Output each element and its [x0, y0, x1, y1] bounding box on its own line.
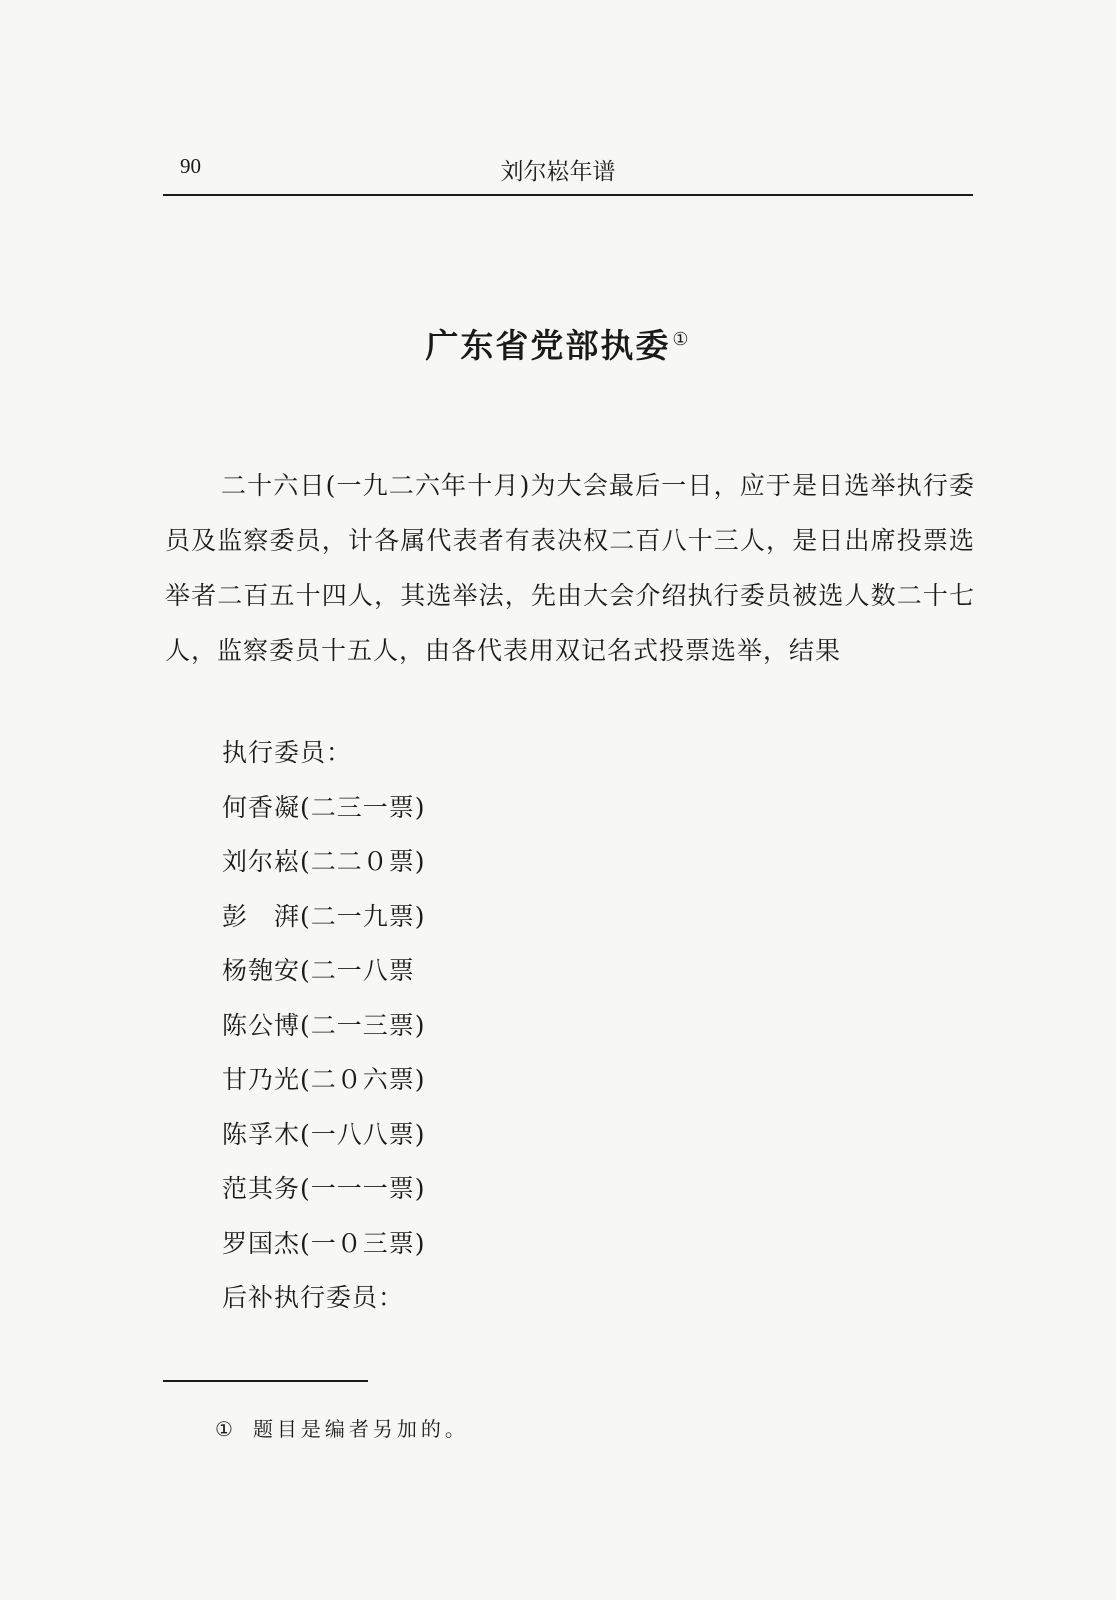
member-line: 陈孚木(一八八票): [222, 1120, 426, 1149]
title-note-marker: ①: [672, 329, 691, 350]
header-rule: [163, 194, 973, 196]
member-line: 刘尔崧(二二０票): [222, 847, 426, 876]
member-line: 范其务(一一一票): [222, 1174, 426, 1203]
alternate-heading: 后补执行委员：: [222, 1283, 405, 1312]
body-paragraph: 二十六日(一九二六年十月)为大会最后一日，应于是日选举执行委员及监察委员，计各属代表者有表决权二百八十三人，是日出席投票选举者二百五十四人，其选举法，先由大会介绍执行委员被选人数二十七人，监察委员十五人，由各代表用双记名式投票选举，结果: [165, 471, 975, 665]
article-title: [0, 320, 1116, 367]
footnote-rule: [163, 1380, 368, 1382]
page-number: 90: [180, 154, 201, 178]
article-title-text: 广东省党部执委: [425, 326, 671, 365]
member-line: 杨匏安(二一八票: [222, 956, 415, 985]
member-line: 何香凝(二三一票): [222, 793, 426, 822]
member-line: 陈公博(二一三票): [222, 1011, 426, 1040]
running-head: 刘尔崧年谱: [500, 159, 616, 185]
member-line: 甘乃光(二０六票): [222, 1065, 426, 1094]
member-line: 罗国杰(一０三票): [222, 1229, 426, 1258]
footnote-marker: ①: [215, 1417, 237, 1441]
member-line: 彭 湃(二一九票): [222, 902, 426, 931]
footnote: [215, 1413, 469, 1442]
section-heading: 执行委员：: [222, 738, 353, 767]
footnote-text: 题目是编者另加的。: [252, 1417, 469, 1441]
